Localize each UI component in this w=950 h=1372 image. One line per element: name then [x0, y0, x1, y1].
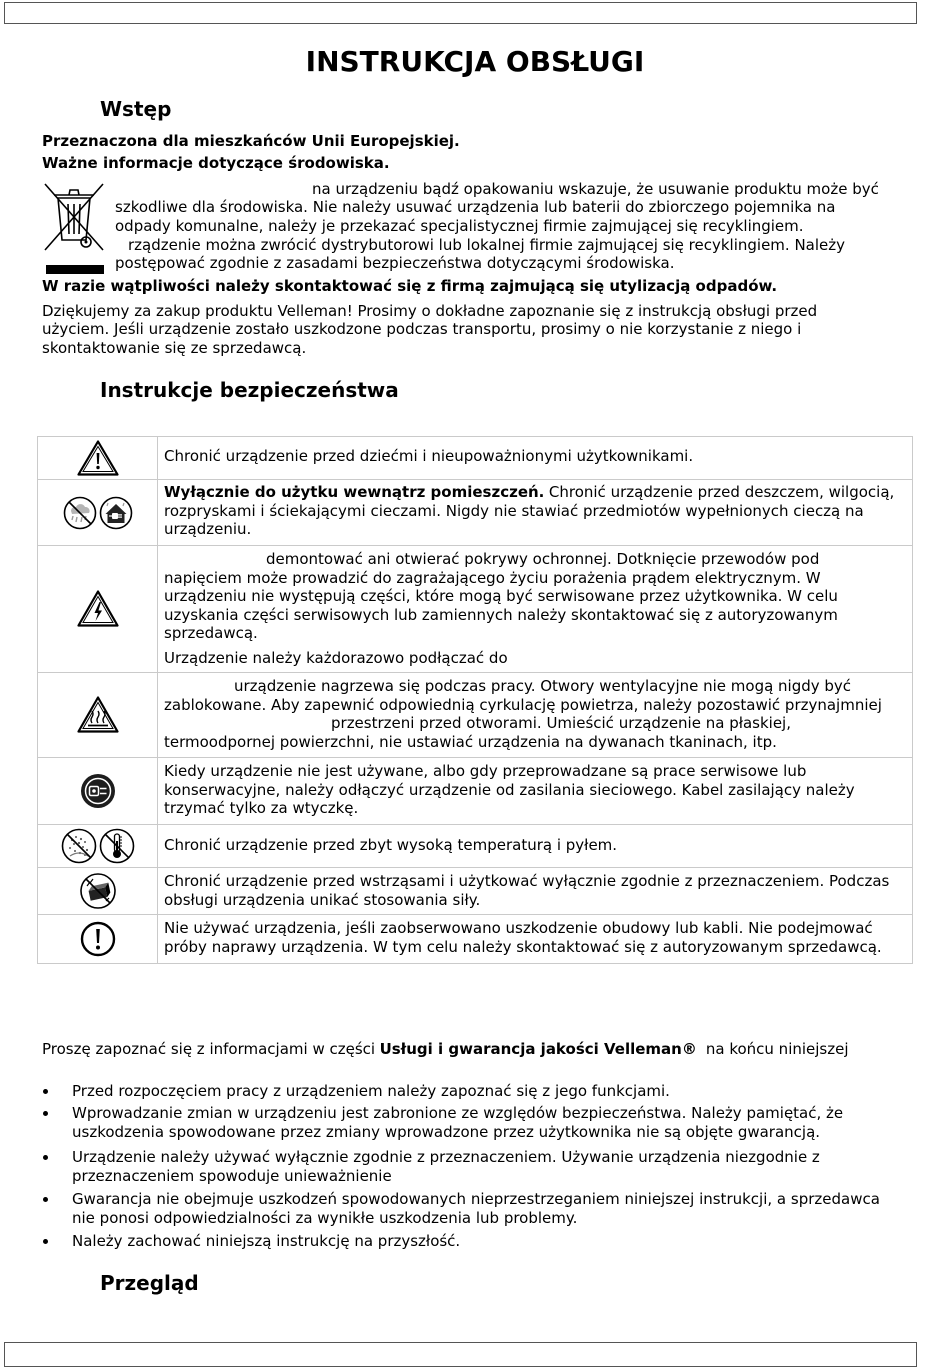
safety-line: urządzeniu.	[164, 520, 252, 538]
page-header-frame	[4, 2, 917, 24]
safety-text-cell	[158, 868, 912, 914]
safety-line: trzymać tylko za wtyczkę.	[164, 799, 359, 817]
list-item-line: nie ponosi odpowiedzialności za wynikłe uszkodzenia lub problemy.	[72, 1208, 578, 1227]
bullet-dot	[43, 1197, 48, 1202]
safety-line: termoodpornej powierzchni, nie ustawiać urządzenia na dywanach tkaninach, itp.	[164, 732, 777, 751]
safety-row	[38, 480, 912, 546]
environment-notice: Ważne informacje dotyczące środowiska.	[42, 154, 390, 172]
safety-text-cell	[158, 825, 912, 867]
safety-row	[38, 546, 912, 673]
safety-line: przestrzeni przed otworami. Umieścić urządzenie na płaskiej,	[331, 714, 791, 732]
safety-text-cell	[158, 673, 912, 757]
safety-line: Urządzenie należy każdorazowo podłączać do	[164, 649, 508, 667]
thanks-line: użyciem. Jeśli urządzenie zostało uszkodzone podczas transportu, prosimy o nie korzystanie z niego i	[42, 320, 802, 339]
weee-line: rządzenie można zwrócić dystrybutorowi lub lokalnej firmie zajmującej się recyklingiem. Należy	[128, 235, 846, 254]
safety-row	[38, 758, 912, 825]
warranty-section-name: Usługi i gwarancja jakości Velleman®	[379, 1039, 697, 1058]
bullet-dot	[43, 1111, 48, 1116]
safety-line: urządzeniu nie występują części, które mogą być serwisowane przez użytkownika. W celu	[164, 587, 838, 605]
safety-line: uzyskania części serwisowych lub zamiennych należy skontaktować się z autoryzowanym	[164, 605, 838, 624]
electric-shock-warning-icon	[76, 589, 120, 629]
safety-table	[37, 436, 913, 964]
safety-line: demontować ani otwierać pokrywy ochronnej. Dotknięcie przewodów pod	[266, 550, 820, 568]
safety-icon-cell	[38, 673, 158, 757]
list-item-line: przeznaczeniem spowoduje unieważnienie	[72, 1166, 392, 1185]
warranty-reference-after: na końcu niniejszej	[705, 1039, 849, 1058]
weee-text	[115, 180, 879, 273]
page-footer-frame	[4, 1342, 917, 1367]
thanks-line: skontaktowanie się ze sprzedawcą.	[42, 338, 307, 357]
safety-icon-cell	[38, 825, 158, 867]
crossed-out-wheelie-bin-icon	[42, 180, 106, 276]
indoor-use-only-icon	[99, 496, 133, 530]
weee-line: odpady komunalne, należy je przekazać specjalistycznej firmie zajmującej się recyklingiem.	[115, 216, 804, 235]
safety-icon-cell	[38, 868, 158, 914]
bullet-dot	[43, 1089, 48, 1094]
safety-line: sprzedawcą.	[164, 624, 258, 642]
safety-icon-cell	[38, 915, 158, 963]
intro-heading: Wstęp	[100, 97, 172, 121]
bullet-dot	[43, 1155, 48, 1160]
list-item-line: Należy zachować niniejszą instrukcję na przyszłość.	[72, 1232, 461, 1250]
list-item-line: uszkodzenia spowodowane przez zmiany wprowadzone przez użytkownika nie są objęte gwarancją.	[72, 1122, 821, 1141]
warranty-reference-before: Proszę zapoznać się z informacjami w części	[42, 1039, 376, 1058]
unplug-icon	[80, 773, 116, 809]
warranty-reference	[42, 1040, 849, 1059]
safety-text-cell	[158, 437, 912, 479]
safety-row	[38, 825, 912, 868]
no-dust-icon	[61, 828, 97, 864]
safety-row	[38, 437, 912, 480]
thanks-line: Dziękujemy za zakup produktu Velleman! Prosimy o dokładne zapoznanie się z instrukcją obsługi przed	[42, 301, 818, 320]
safety-icon-cell	[38, 480, 158, 545]
safety-text-cell	[158, 915, 912, 963]
indoor-use-emphasis: Wyłącznie do użytku wewnątrz pomieszczeń.	[164, 483, 545, 501]
warning-triangle-icon	[76, 439, 120, 477]
safety-line: Chronić urządzenie przed wstrząsami i użytkować wyłącznie zgodnie z przeznaczeniem. Podczas	[164, 872, 890, 890]
list-item-line: Urządzenie należy używać wyłącznie zgodnie z przeznaczeniem. Używanie urządzenia niezgodnie z	[72, 1148, 820, 1166]
list-item-line: Wprowadzanie zmian w urządzeniu jest zabronione ze względów bezpieczeństwa. Należy pamiętać, że	[72, 1104, 844, 1122]
no-shock-icon	[79, 872, 117, 910]
safety-icon-cell	[38, 437, 158, 479]
safety-line: urządzenie nagrzewa się podczas pracy. Otwory wentylacyjne nie mogą nigdy być	[234, 677, 852, 695]
list-item	[42, 1232, 460, 1251]
safety-line: Kiedy urządzenie nie jest używane, albo gdy przeprowadzane są prace serwisowe lub	[164, 762, 807, 780]
safety-line: rozpryskami i ściekającymi cieczami. Nigdy nie stawiać przedmiotów wypełnionych cieczą na	[164, 501, 864, 520]
safety-line: napięciem może prowadzić do zagrażającego życiu porażenia prądem elektrycznym. W	[164, 568, 821, 587]
bullet-dot	[43, 1239, 48, 1244]
safety-line-rest: Chronić urządzenie przed deszczem, wilgocią,	[548, 483, 895, 501]
exclamation-circle-icon	[80, 921, 116, 957]
weee-line: szkodliwe dla środowiska. Nie należy usuwać urządzenia lub baterii do zbiorczego pojemnika na	[115, 198, 836, 217]
safety-line: Chronić urządzenie przed zbyt wysoką temperaturą i pyłem.	[164, 836, 618, 854]
thanks-paragraph	[42, 302, 817, 358]
safety-icon-cell	[38, 758, 158, 824]
safety-line: Chronić urządzenie przed dziećmi i nieupoważnionymi użytkownikami.	[164, 447, 694, 465]
list-item	[42, 1082, 670, 1101]
safety-line: zablokowane. Aby zapewnić odpowiednią cyrkulację powietrza, należy pozostawić przynajmniej	[164, 695, 882, 714]
no-high-temperature-icon	[99, 828, 135, 864]
list-item-line: Przed rozpoczęciem pracy z urządzeniem należy zapoznać się z jego funkcjami.	[72, 1082, 670, 1100]
weee-line: postępować zgodnie z zasadami bezpieczeństwa dotyczącymi środowiska.	[115, 254, 675, 273]
list-item	[42, 1104, 843, 1141]
safety-text-cell	[158, 758, 912, 824]
safety-text-cell	[158, 546, 912, 672]
safety-line: konserwacyjne, należy odłączyć urządzenie od zasilania sieciowego. Kabel zasilający należy	[164, 780, 855, 799]
list-item	[42, 1148, 820, 1185]
safety-row	[38, 868, 912, 915]
no-rain-icon	[63, 496, 97, 530]
safety-text-cell	[158, 480, 912, 545]
hot-surface-warning-icon	[76, 695, 120, 735]
safety-line: Nie używać urządzenia, jeśli zaobserwowano uszkodzenie obudowy lub kabli. Nie podejmować	[164, 919, 873, 937]
safety-line: obsługi urządzenia unikać stosowania siły.	[164, 890, 481, 909]
safety-line: próby naprawy urządzenia. W tym celu należy skontaktować się z autoryzowanym sprzedawcą.	[164, 937, 882, 956]
safety-line	[164, 483, 906, 502]
eu-notice: Przeznaczona dla mieszkańców Unii Europejskiej.	[42, 132, 460, 150]
list-item-line: Gwarancja nie obejmuje uszkodzeń spowodowanych nieprzestrzeganiem niniejszej instrukcji, a sprzedawca	[72, 1190, 880, 1208]
safety-row	[38, 673, 912, 758]
safety-row	[38, 915, 912, 964]
safety-heading: Instrukcje bezpieczeństwa	[100, 378, 399, 402]
weee-contact-notice: W razie wątpliwości należy skontaktować się z firmą zajmującą się utylizacją odpadów.	[42, 276, 778, 295]
page-title: INSTRUKCJA OBSŁUGI	[305, 45, 645, 78]
safety-icon-cell	[38, 546, 158, 672]
weee-line: na urządzeniu bądź opakowaniu wskazuje, że usuwanie produktu może być	[312, 179, 879, 198]
overview-heading: Przegląd	[100, 1271, 199, 1295]
list-item	[42, 1190, 880, 1227]
